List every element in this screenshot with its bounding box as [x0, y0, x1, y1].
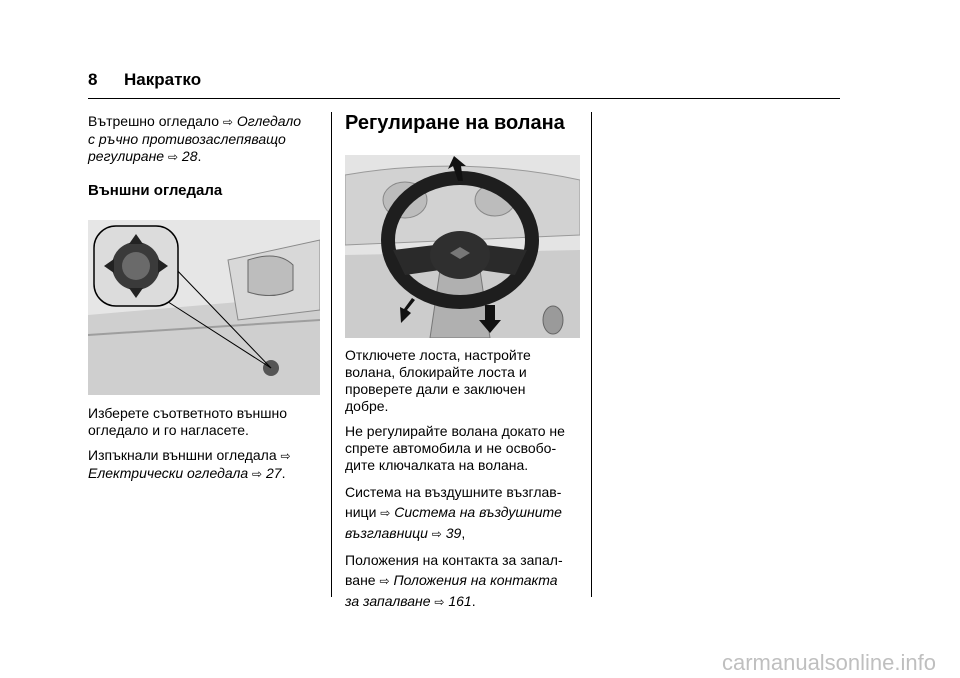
link-mirror[interactable]: Огледало	[236, 113, 302, 129]
page-number: 8	[88, 70, 98, 89]
page-ref[interactable]: 161	[448, 593, 472, 609]
page-ref[interactable]: 28	[181, 148, 198, 164]
steering-wheel-illustration	[345, 155, 580, 338]
mid-column-text	[345, 347, 585, 612]
page-ref[interactable]: 39	[445, 525, 462, 541]
watermark: carmanualsonline.info	[721, 650, 936, 675]
arrow-right-icon: ⇨	[222, 115, 233, 129]
left-column	[88, 113, 323, 199]
column-divider-left	[331, 112, 332, 597]
link-ignition-positions[interactable]: Положения на контакта	[393, 572, 558, 588]
warning-paragraph: Не регулирайте волана докато не спрете автомобила и не освобо- дите ключалката на волана.	[345, 423, 565, 473]
mirror-control-illustration	[88, 220, 320, 395]
airbag-paragraph: Система на въздушните възглав- ници ⇨ Система на въздушните възглавници ⇨ 39,	[345, 484, 562, 541]
link-electric-mirrors[interactable]: Електрически огледала	[88, 465, 249, 481]
unlock-paragraph: Отключете лоста, настройте волана, блокирайте лоста и проверете дали е заключен добре.	[345, 347, 531, 414]
select-mirror-paragraph: Изберете съответното външно огледало и го нагласете.	[88, 405, 288, 438]
arrow-right-icon: ⇨	[431, 527, 442, 541]
arrow-right-icon: ⇨	[167, 150, 179, 164]
column-divider-right	[591, 112, 592, 597]
left-column-lower	[88, 405, 323, 483]
section-heading-steering: Регулиране на волана	[345, 112, 565, 134]
convex-mirrors-paragraph: Изпъкнали външни огледала ⇨ Електрически огледала ⇨ 27.	[88, 447, 291, 481]
arrow-right-icon: ⇨	[252, 467, 263, 481]
page-title: Накратко	[124, 70, 202, 89]
arrow-right-icon: ⇨	[379, 574, 390, 588]
section-heading-exterior-mirrors: Външни огледала	[88, 182, 223, 199]
arrow-right-icon: ⇨	[380, 506, 391, 520]
header-rule	[88, 98, 840, 99]
intro-paragraph: Вътрешно огледало ⇨ Огледало с ръчно противозаслепяващо регулиране ⇨ 28.	[88, 113, 302, 164]
arrow-right-icon: ⇨	[434, 595, 445, 609]
page-ref[interactable]: 27	[265, 465, 282, 481]
link-airbag-system[interactable]: Система на въздушните	[394, 504, 562, 520]
arrow-right-icon: ⇨	[280, 449, 291, 463]
ignition-paragraph: Положения на контакта за запал- ване ⇨ Положения на контакта за запалване ⇨ 161.	[345, 552, 563, 609]
